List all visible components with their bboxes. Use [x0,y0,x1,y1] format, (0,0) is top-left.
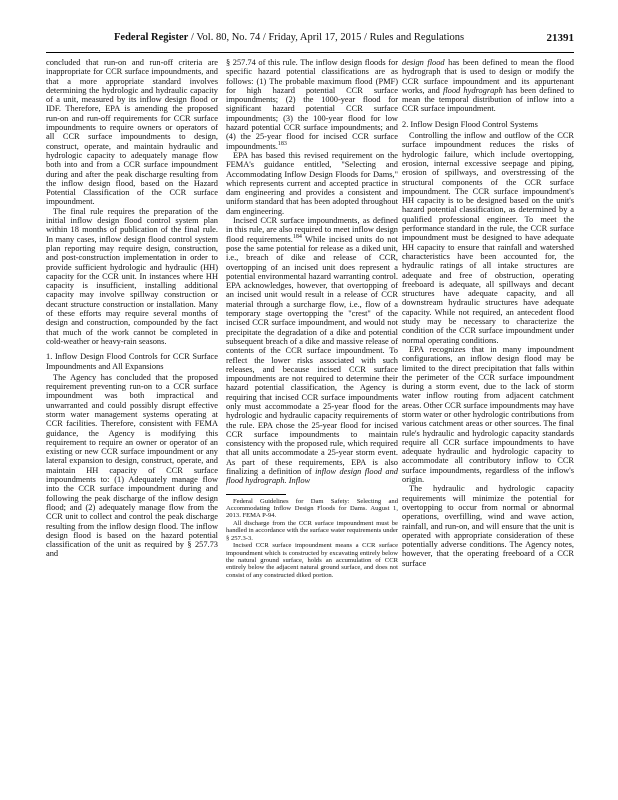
italic-terms: inflow design flood and flood hydrograph. Inflow [226,467,398,486]
page-number: 21391 [546,32,574,44]
paragraph-text: While incised units do not pose the same potential for release as a diked unit, i.e., breach of dike and release of CCR, overtopping of an incised unit does represent a potential environmental hazard warranting control. EPA acknowledges, however, that overtopping of an incised unit would result in a release of CCR material through a surcharge flow, i.e., flow of a temporary stage overtopping the "crest" of the incised CCR surface impoundment, and would not precipitate the degradation of a dike and potential subsequent breach of a dike and massive release of contents of the CCR surface impoundment. To reflect the lower risks associated with such releases, and because incised CCR surface impoundments are not required to determine their hazard potential classification, the Agency is requiring that incised CCR surface impoundments only must accommodate a 25-year flood for the hydrologic and hydraulic capacity requirements of the rule. EPA chose the 25-year flood for incised CCR surface impoundments to maintain consistency with the proposed rule, which required that all units accommodate a 25-year storm event. As part of these requirements, EPA is also finalizing a definition of [226,234,398,477]
page-header [46,32,574,53]
paragraph [402,58,574,114]
column-left [46,58,218,786]
paragraph: The hydraulic and hydrologic capacity requirements will minimize the potential for overtopping to occur from normal or abnormal operations, overfilling, wind and wave action, rainfall, and run-on, and will ensure that the unit is operated with appropriate consideration of these potentially adverse conditions. The Agency notes, however, that the operating freeboard of a CCR surface [402,484,574,568]
italic-term: flood hydrograph [443,85,503,95]
paragraph-text: Incised CCR surface impoundments, as defined in this rule, are also required to meet inflow design flood requirements. [226,216,398,244]
footnote-ref: 183 [277,140,287,147]
publication-title: Federal Register [114,32,189,43]
paragraph-text: has been defined to mean the flood hydrograph that is used to design or modify the CCR surface impoundment and its appurtenant works, and [402,58,574,95]
paragraph: EPA recognizes that in many impoundment configurations, an inflow design flood may be limited to the direct precipitation that falls within the perimeter of the CCR surface impoundment during a storm event, due to the lack of storm water inflow routing from adjacent catchment areas. Other CCR surface impoundments may have storm water or other hydrologic contributions from various catchment areas or other sources. The final rule's hydraulic and hydrologic capacity standards require all CCR surface impoundments to have adequate hydraulic and hydrologic capacity to accommodate all contributory inflow to CCR surface impoundments, regardless of the inflow's origin. [402,344,574,485]
paragraph-text: has been defined to mean the temporal distribution of inflow into a CCR surface impoundment. [402,85,574,114]
footnote: Incised CCR surface impoundment means a CCR surface impoundment which is constructed by excavating entirely below the natural ground surface, holds an accumulation of CCR entirely below the adjacent natural ground surface, and does not consist of any constructed diked portion. [226,542,398,579]
column-middle [226,58,398,786]
footnote: Federal Guidelines for Dam Safety: Selecting and Accommodating Inflow Design Floods for Dams. August 1, 2013. FEMA P-94. [226,497,398,520]
column-right [402,58,574,786]
paragraph: The final rule requires the preparation of the initial inflow design flood control system plan within 18 months of publication of the final rule. In many cases, inflow design flood control system plan reporting may require design, construction, and post-construction implementation in order to provide sufficient hydrologic and hydraulic (HH) capacity for the CCR unit. In instances where HH capacity is insufficient, installing additional capacity may involve spillway construction or decant structure construction or installation. Many of these efforts may require several months of design and construction, compounded by the fact that much of the work cannot be completed in cold-weather or heavy-rain seasons. [46,206,218,346]
paragraph: concluded that run-on and run-off criteria are inappropriate for CCR surface impoundments, and that a more appropriate standard involves determining the hydrologic and hydraulic capacity of a unit, measured by its inflow design flood or IDF. Therefore, EPA is amending the proposed run-on and run-off requirements for CCR surface impoundments to require owners or operators of all CCR surface impoundments to design, construct, operate, and maintain hydraulic and hydrologic capacity to adequately manage flow both into and from a CCR surface impoundment during and after the peak discharge resulting from the inflow design flood, based on the Hazard Potential Classification of the CCR surface impoundment. [46,58,218,207]
running-head [114,32,464,43]
paragraph: EPA has based this revised requirement on the FEMA's guidance entitled, "Selecting and Accommodating Inflow Design Floods for Dams," which represents current and accepted practice in dam engineering and provides a consistent and uniform standard that has been adopted throughout dam engineering. [226,150,398,216]
paragraph-text: § 257.74 of this rule. The inflow design floods for specific hazard potential classifications are as follows: (1) The probable maximum flood (PMF) for high hazard potential CCR surface impoundments; (2) the 1000-year flood for significant hazard potential CCR surface impoundments; (3) the 100-year flood for low hazard potential CCR surface impoundments; and (4) the 25-year flood for incised CCR surface impoundments. [226,58,398,151]
paragraph: Controlling the inflow and outflow of the CCR surface impoundment reduces the risks of hydrologic failure, which include overtopping, erosion, internal excessive seepage and piping, erosion of spillways, and overstressing of the structural components of the CCR surface impoundment. The CCR surface impoundment's HH capacity is to be designed based on the unit's hazard potential classification, as determined by a qualified professional engineer. To meet the performance standard in the rule, the CCR surface impoundment must be designed to have adequate HH capacity to ensure that rainfall and watershed characteristics have been accounted for, the hydraulic ratings of all intake structures are adequate and free of obstruction, operating freeboard is adequate, all spillways and decant structures have adequate capacity, and all downstream hydraulic structures have adequate capacity. While not required, an antecedent flood study may be necessary to characterize the condition of the CCR surface impoundment under normal operating conditions. [402,131,574,345]
issue-info: / Vol. 80, No. 74 / Friday, April 17, 2015 / Rules and Regulations [190,32,465,43]
paragraph: The Agency has concluded that the proposed requirement preventing run-on to a CCR surface impoundment was both impractical and unwarranted and could possibly disrupt effective storm water management systems operating at CCR facilities. Therefore, consistent with FEMA guidance, the Agency is modifying this requirement to require an owner or operator of an existing or new CCR surface impoundment or any lateral expansion to design, construct, operate, and maintain HH capacity of CCR surface impoundments to: (1) Adequately manage flow into the CCR surface impoundment during and following the peak discharge of the inflow design flood; and (2) adequately manage flow from the CCR unit to collect and control the peak discharge resulting from the inflow design flood. The inflow design flood is based on the hazard potential classification of the unit as required by § 257.73 and [46,372,218,559]
section-heading: 1. Inflow Design Flood Controls for CCR Surface Impoundments and All Expansions [46,352,218,371]
paragraph [226,216,398,486]
footnote: All discharge from the CCR surface impoundment must be handled in accordance with the surface water requirements under § 257.3-3. [226,519,398,542]
section-heading: 2. Inflow Design Flood Control Systems [402,119,538,129]
paragraph [226,58,398,151]
footnote-ref: 184 [292,233,302,240]
italic-term: design flood [402,58,445,67]
